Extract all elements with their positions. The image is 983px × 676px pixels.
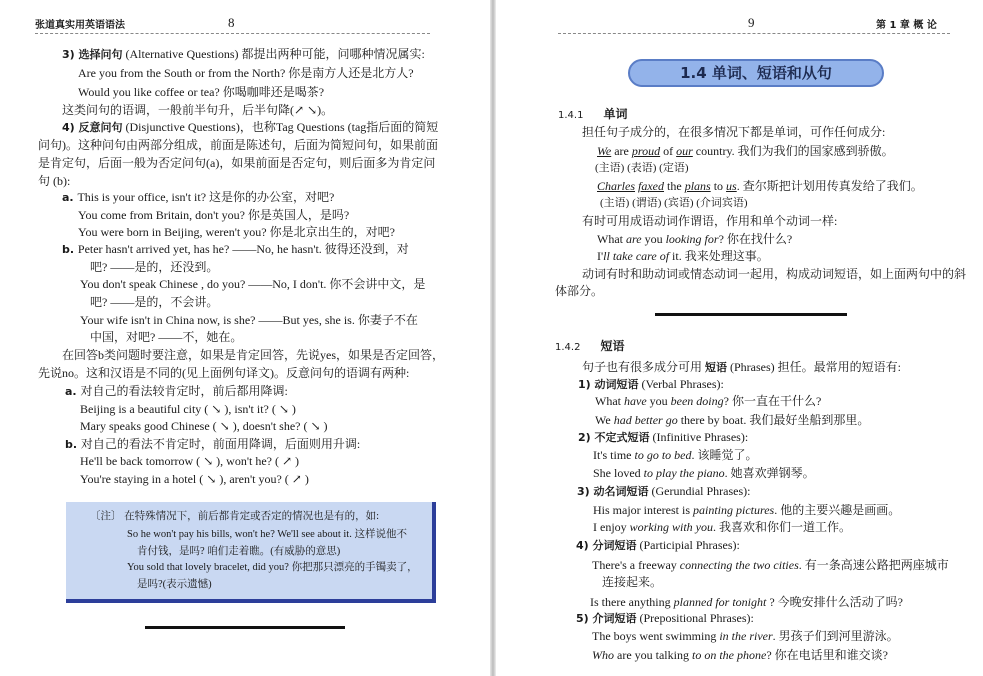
text: . 该睡觉了。	[691, 448, 758, 462]
italic-text: to play the piano	[643, 466, 725, 480]
text-line	[65, 437, 360, 452]
text-line: You come from Britain, don't you? 你是英国人，是吗?	[78, 208, 350, 222]
text-line	[593, 503, 900, 517]
subsection-title: 短语	[600, 339, 625, 353]
text: Is there anything	[590, 595, 674, 609]
italic-text: working with you	[629, 520, 713, 534]
item-number: 5)	[576, 612, 593, 625]
text: His major interest is	[593, 503, 693, 517]
text-line: 先说no。这和汉语是不同的(见上面例句译文)。反意问句的语调有两种:	[38, 366, 410, 380]
text-line	[595, 413, 869, 427]
text: ? 你一直在干什么?	[723, 394, 822, 408]
term: 不定式短语	[594, 431, 650, 444]
list-heading	[577, 484, 751, 499]
underlined-word: our	[676, 144, 693, 158]
item-number: 4)	[62, 121, 79, 134]
text-line: Beijing is a beautiful city ( ↘ ), isn't it? ( ↘ )	[80, 402, 296, 416]
text: What	[595, 394, 624, 408]
text-line	[62, 242, 409, 257]
item-label: b.	[62, 243, 78, 256]
note-line: 是吗?(表示遗憾)	[137, 579, 212, 590]
chapter-header: 第 1 章 概 论	[876, 20, 937, 31]
text: you	[646, 394, 671, 408]
text-line	[597, 144, 894, 158]
grammar-labels: (主语) (谓语) (宾语) (介词宾语)	[600, 197, 748, 209]
subsection-heading	[558, 107, 627, 123]
text-line	[597, 179, 923, 193]
item-number: 3)	[577, 485, 594, 498]
text: there by boat. 我们最好坐船到那里。	[677, 413, 870, 427]
text-line: 在回答b类问题时要注意，如果是肯定回答，先说yes，如果是否定回答，	[62, 348, 444, 362]
text-line: 连接起来。	[602, 575, 663, 589]
italic-text: painting pictures	[692, 503, 775, 517]
list-heading	[578, 377, 724, 392]
text: (Verbal Phrases):	[638, 377, 724, 391]
underlined-word: us	[726, 179, 737, 193]
item-label: b.	[65, 438, 81, 451]
text: the	[664, 179, 685, 193]
text: 对自己的看法不肯定时，前面用降调，后面则用升调:	[80, 437, 361, 451]
text-line	[593, 520, 851, 534]
text-line: Are you from the South or from the North? 你是南方人还是北方人?	[78, 66, 414, 80]
text-line: Would you like coffee or tea? 你喝咖啡还是喝茶?	[78, 85, 325, 99]
right-page	[496, 0, 983, 676]
text: This is your office, isn't it? 这是你的办公室，对吧?	[77, 190, 335, 204]
italic-text: connecting the two cities	[679, 558, 799, 572]
underlined-word: faxed	[638, 179, 665, 193]
note-line: You sold that lovely bracelet, did you? 你把那只漂亮的手镯卖了，	[127, 562, 418, 573]
book-title-header: 张道真实用英语语法	[35, 20, 125, 31]
text-line	[592, 558, 949, 572]
text: What	[597, 232, 626, 246]
text-line	[590, 595, 903, 609]
text: (Participial Phrases):	[636, 538, 740, 552]
text-line	[62, 47, 425, 62]
underlined-word: plans	[684, 179, 711, 193]
italic-text: had better go	[613, 413, 678, 427]
header-rule	[558, 33, 950, 34]
text: She loved	[593, 466, 644, 480]
item-label: a.	[65, 385, 81, 398]
text-line	[593, 466, 815, 480]
text-line: 担任句子成分的，在很多情况下都是单词，可作任何成分:	[582, 125, 886, 139]
text: . 我喜欢和你们一道工作。	[713, 520, 852, 534]
text: of	[660, 144, 677, 158]
text-line: 这类问句的语调，一般前半句升，后半句降(↗ ↘)。	[62, 103, 334, 117]
italic-text: been doing	[670, 394, 724, 408]
italic-text: are	[626, 232, 642, 246]
text-line: You're staying in a hotel ( ↘ ), aren't you? ( ↗ )	[80, 472, 309, 486]
text-line	[593, 448, 758, 462]
text: it. 我来处理这事。	[669, 249, 769, 263]
grammar-labels: (主语) (表语) (定语)	[595, 162, 689, 174]
list-heading	[578, 430, 748, 445]
text: are	[611, 144, 632, 158]
italic-text: to on the phone	[691, 648, 767, 662]
text-line	[65, 384, 288, 399]
section-title-banner: 1.4 单词、短语和从句	[628, 59, 884, 87]
text-line	[582, 360, 901, 375]
italic-text: to go to bed	[634, 448, 692, 462]
text-line	[597, 232, 792, 246]
text-line: 句 (b):	[38, 174, 71, 188]
text-line: 吧? ——是的，不会讲。	[90, 295, 219, 309]
text-line: 中国，对吧? ——不，她在。	[90, 330, 243, 344]
text-line: 是肯定句，后面一般为否定问句(a)，如果前面是否定句，则后面多为肯定问	[38, 156, 436, 170]
text: I enjoy	[593, 520, 630, 534]
subsection-title: 单词	[603, 107, 628, 121]
text-line: 有时可用成语动词作谓语，作用和单个动词一样:	[582, 214, 838, 228]
text-line	[597, 249, 769, 263]
text: (Phrases) 担任。最常用的短语有:	[727, 360, 902, 374]
item-number: 1)	[578, 378, 595, 391]
text: are you talking	[614, 648, 692, 662]
term: 动名词短语	[593, 485, 649, 498]
term: 分词短语	[592, 539, 637, 552]
text: . 他的主要兴趣是画画。	[774, 503, 901, 517]
text-line	[595, 394, 821, 408]
italic-text: Who	[592, 648, 614, 662]
text: ? 你在电话里和谁交谈?	[766, 648, 888, 662]
underlined-word: Charles	[597, 179, 636, 193]
text: country. 我们为我们的国家感到骄傲。	[692, 144, 894, 158]
subsection-heading	[555, 339, 624, 355]
section-end-rule	[655, 313, 847, 316]
term: 选择问句	[78, 48, 123, 61]
text: The boys went swimming	[592, 629, 720, 643]
text: (Alternative Questions) 都提出两种可能，问哪种情况属实:	[122, 47, 425, 61]
note-box	[66, 502, 436, 603]
text: There's a freeway	[592, 558, 680, 572]
page-number: 9	[748, 15, 755, 30]
underlined-word: proud	[631, 144, 661, 158]
italic-text: planned for tonight	[673, 595, 767, 609]
text-line	[592, 629, 899, 643]
text: (Infinitive Phrases):	[649, 430, 749, 444]
text: you	[641, 232, 666, 246]
text: (Prepositional Phrases):	[636, 611, 754, 625]
term: 介词短语	[592, 612, 637, 625]
text: . 查尔斯把计划用传真发给了我们。	[736, 179, 923, 193]
left-page	[0, 0, 490, 676]
term: 反意问句	[78, 121, 123, 134]
text-line	[62, 190, 334, 205]
text: 句子也有很多成分可用	[582, 360, 706, 374]
list-heading	[576, 538, 740, 553]
item-number: 2)	[578, 431, 595, 444]
text-line: 问句)。这种问句由两部分组成，前面是陈述句，后面为简短问句，如果前面	[38, 138, 438, 152]
text: to	[710, 179, 727, 193]
text: ? 今晚安排什么活动了吗?	[766, 595, 903, 609]
text-line: 动词有时和助动词或情态动词一起用，构成动词短语，如上面两句中的斜	[582, 267, 967, 281]
text-line: Your wife isn't in China now, is she? ——But yes, she is. 你妻子不在	[80, 313, 418, 327]
text: We	[595, 413, 614, 427]
text-line: He'll be back tomorrow ( ↘ ), won't he? ( ↗ )	[80, 454, 300, 468]
list-heading	[576, 611, 754, 626]
text: (Gerundial Phrases):	[648, 484, 751, 498]
text-line: You were born in Beijing, weren't you? 你是北京出生的，对吧?	[78, 225, 395, 239]
text: I'	[597, 249, 604, 263]
subsection-number: 1.4.1	[558, 110, 584, 121]
section-end-rule	[145, 626, 345, 629]
item-number: 3)	[62, 48, 79, 61]
text-line: 吧? ——是的，还没到。	[90, 260, 219, 274]
underlined-word: We	[597, 144, 612, 158]
text-line: You don't speak Chinese , do you? ——No, I don't. 你不会讲中文，是	[80, 277, 426, 291]
term: 短语	[705, 361, 728, 374]
text-line	[62, 120, 438, 135]
text: It's time	[593, 448, 635, 462]
italic-text: ll take care of	[603, 249, 670, 263]
text: (Disjunctive Questions)，也称Tag Questions (tag指后面的简短	[122, 120, 439, 134]
note-line: 肯付钱，是吗? 咱们走着瞧。(有威胁的意思)	[137, 546, 341, 557]
note-line: 〔注〕 在特殊情况下，前后都肯定或否定的情况也是有的，如:	[90, 511, 380, 522]
header-rule	[35, 33, 430, 34]
term: 动词短语	[594, 378, 639, 391]
note-line: So he won't pay his bills, won't he? We'll see about it. 这样说他不	[127, 529, 407, 540]
text: . 她喜欢弹钢琴。	[724, 466, 815, 480]
text: ? 你在找什么?	[718, 232, 793, 246]
text-line	[592, 648, 888, 662]
page-number: 8	[228, 15, 235, 30]
italic-text: have	[624, 394, 647, 408]
text-line: 体部分。	[555, 284, 604, 298]
text: . 有一条高速公路把两座城市	[798, 558, 949, 572]
italic-text: in the river	[719, 629, 773, 643]
italic-text: looking for	[665, 232, 719, 246]
text-line: Mary speaks good Chinese ( ↘ ), doesn't she? ( ↘ )	[80, 419, 328, 433]
item-label: a.	[62, 191, 78, 204]
text: 对自己的看法较肯定时，前后都用降调:	[80, 384, 288, 398]
item-number: 4)	[576, 539, 593, 552]
text: . 男孩子们到河里游泳。	[772, 629, 899, 643]
subsection-number: 1.4.2	[555, 342, 581, 353]
text: Peter hasn't arrived yet, has he? ——No, he hasn't. 彼得还没到，对	[77, 242, 409, 256]
